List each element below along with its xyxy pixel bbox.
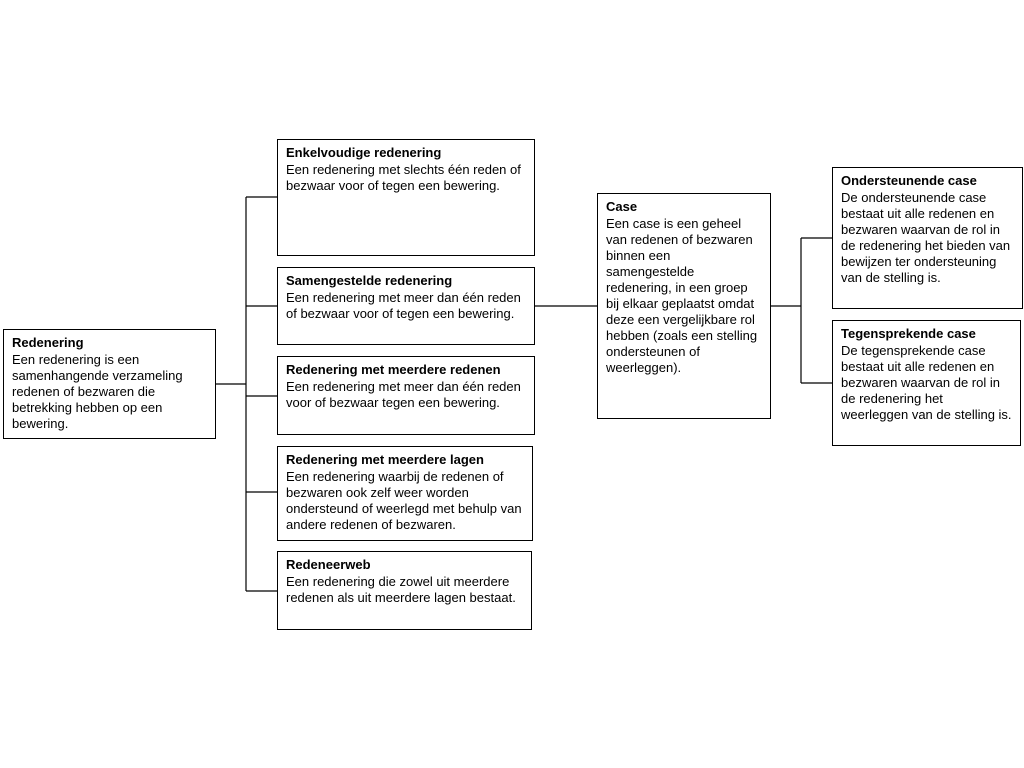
node-ondersteunende-case xyxy=(832,167,1023,309)
node-redenering-meerdere-lagen xyxy=(277,446,533,541)
node-title: Redenering xyxy=(12,335,84,350)
node-title: Ondersteunende case xyxy=(841,173,977,188)
node-description: Een case is een geheel van redenen of bezwaren binnen een samengestelde redenering, in een groep bij elkaar geplaatst omdat deze een vergelijkbare rol hebben (zoals een stelling ondersteunen of weerleggen). xyxy=(606,216,758,375)
node-redeneerweb xyxy=(277,551,532,630)
node-description: Een redenering die zowel uit meerdere redenen als uit meerdere lagen bestaat. xyxy=(286,574,516,605)
node-description: Een redenering met slechts één reden of bezwaar voor of tegen een bewering. xyxy=(286,162,521,193)
node-title: Redeneerweb xyxy=(286,557,371,572)
node-description: Een redenering met meer dan één reden of bezwaar voor of tegen een bewering. xyxy=(286,290,521,321)
node-description: De ondersteunende case bestaat uit alle redenen en bezwaren waarvan de rol in de redenering het bieden van bewijzen ter ondersteuning van de stelling is. xyxy=(841,190,1011,285)
node-case xyxy=(597,193,771,419)
node-redenering xyxy=(3,329,216,439)
node-title: Tegensprekende case xyxy=(841,326,976,341)
node-title: Redenering met meerdere redenen xyxy=(286,362,501,377)
node-description: Een redenering waarbij de redenen of bezwaren ook zelf weer worden ondersteund of weerlegd met behulp van andere redenen of bezwaren. xyxy=(286,469,522,532)
node-tegensprekende-case xyxy=(832,320,1021,446)
node-title: Enkelvoudige redenering xyxy=(286,145,442,160)
node-description: Een redenering met meer dan één reden voor of bezwaar tegen een bewering. xyxy=(286,379,521,410)
node-title: Redenering met meerdere lagen xyxy=(286,452,484,467)
node-redenering-meerdere-redenen xyxy=(277,356,535,435)
node-samengestelde-redenering xyxy=(277,267,535,345)
node-description: Een redenering is een samenhangende verzameling redenen of bezwaren die betrekking hebben op een bewering. xyxy=(12,352,183,431)
node-enkelvoudige-redenering xyxy=(277,139,535,256)
node-description: De tegensprekende case bestaat uit alle redenen en bezwaren waarvan de rol in de redenering het weerleggen van de stelling is. xyxy=(841,343,1012,422)
node-title: Case xyxy=(606,199,638,214)
node-title: Samengestelde redenering xyxy=(286,273,453,288)
